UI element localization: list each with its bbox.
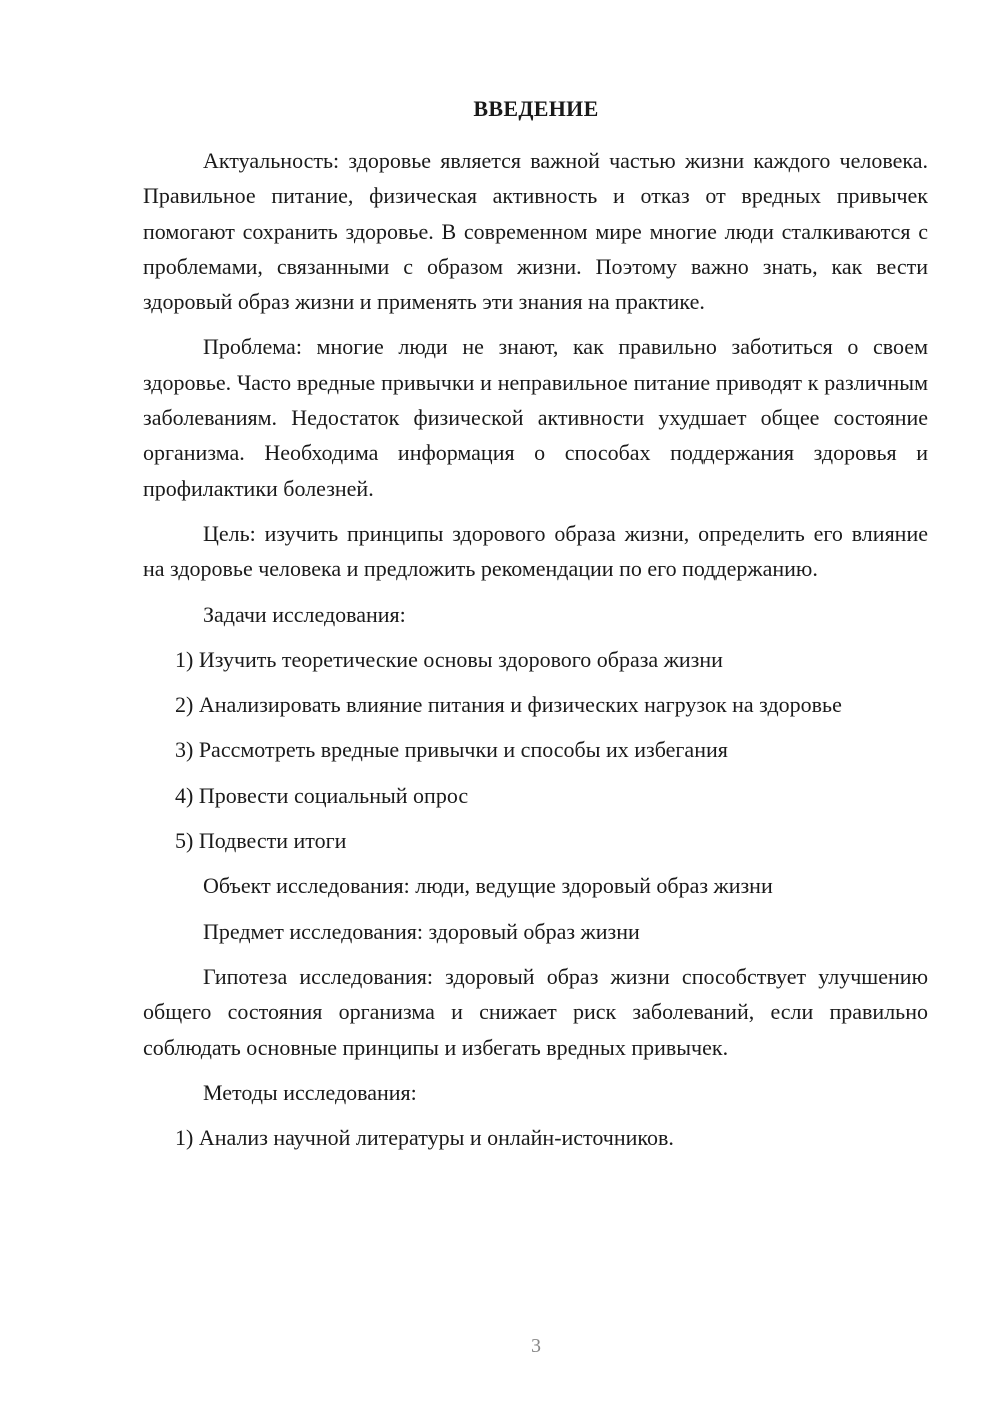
- tasks-heading: Задачи исследования:: [203, 601, 406, 627]
- paragraph-subject: Предмет исследования: здоровый образ жизни: [203, 918, 640, 944]
- page-title: ВВЕДЕНИЕ: [473, 96, 599, 121]
- page-body: [143, 143, 928, 1155]
- methods-section: [143, 1075, 928, 1156]
- page-number: 3: [531, 1335, 541, 1357]
- task-item: 2) Анализировать влияние питания и физических нагрузок на здоровье: [175, 692, 842, 718]
- paragraph-problem: Проблема: многие люди не знают, как правильно заботиться о своем здоровье. Часто вредные привычки и неправильное питание приводят к различным заболеваниям. Недостаток физической активности ухудшает общее состояние организма. Необходима информация о способах поддержания здоровья и профилактики болезней.: [143, 334, 928, 501]
- paragraph-goal: Цель: изучить принципы здорового образа жизни, определить его влияние на здоровье человека и предложить рекомендации по его поддержанию.: [143, 520, 928, 582]
- methods-heading: Методы исследования:: [203, 1079, 417, 1105]
- paragraph-object: Объект исследования: люди, ведущие здоровый образ жизни: [203, 873, 773, 899]
- paragraph-hypothesis: Гипотеза исследования: здоровый образ жизни способствует улучшению общего состояния организма и снижает риск заболеваний, если правильно соблюдать основные принципы и избегать вредных привычек.: [143, 963, 928, 1060]
- paragraph-relevance: Актуальность: здоровье является важной частью жизни каждого человека. Правильное питание, физическая активность и отказ от вредных привычек помогают сохранить здоровье. В современном мире многие люди сталкиваются с проблемами, связанными с образом жизни. Поэтому важно знать, как вести здоровый образ жизни и применять эти знания на практике.: [143, 148, 928, 315]
- task-item: 4) Провести социальный опрос: [175, 782, 469, 808]
- task-item: 3) Рассмотреть вредные привычки и способы их избегания: [175, 737, 728, 763]
- tasks-section: [143, 597, 928, 949]
- method-item: 1) Анализ научной литературы и онлайн-источников.: [175, 1125, 674, 1151]
- task-item: 1) Изучить теоретические основы здорового образа жизни: [175, 646, 723, 672]
- task-item: 5) Подвести итоги: [175, 828, 347, 854]
